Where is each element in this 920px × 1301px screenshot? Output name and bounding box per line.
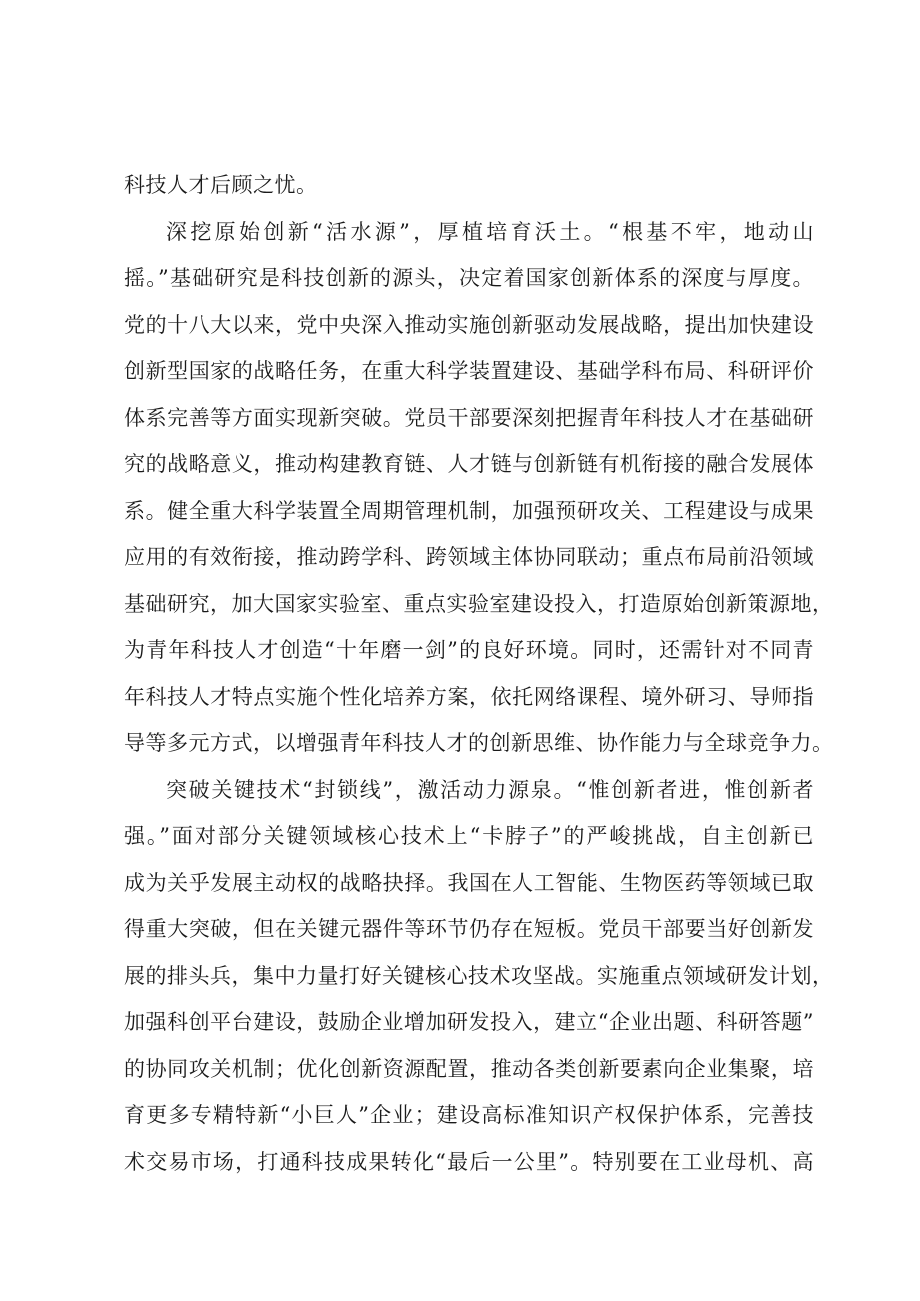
paragraph-first-line: 深挖原始创新“活水源”，厚植培育沃土。“根基不牢，地动山 [166, 219, 814, 244]
text-line: 加强科创平台建设，鼓励企业增加研发投入，建立“企业出题、科研答题” [124, 1010, 814, 1034]
text-line: 摇。”基础研究是科技创新的源头，决定着国家创新体系的深度与厚度。 [124, 266, 814, 290]
text-line: 基础研究，加大国家实验室、重点实验室建设投入，打造原始创新策源地， [124, 591, 834, 616]
text-line: 创新型国家的战略任务，在重大科学装置建设、基础学科布局、科研评价 [124, 359, 814, 383]
body-text [124, 162, 834, 1185]
text-line: 的协同攻关机制；优化创新资源配置，推动各类创新要素向企业集聚，培 [124, 1056, 814, 1081]
text-line: 年科技人才特点实施个性化培养方案，依托网络课程、境外研习、导师指 [124, 684, 814, 709]
text-line: 强。”面对部分关键领域核心技术上“卡脖子”的严峻挑战，自主创新已 [124, 824, 814, 848]
text-line: 究的战略意义，推动构建教育链、人才链与创新链有机衔接的融合发展体 [124, 452, 814, 476]
text-line: 术交易市场，打通科技成果转化“最后一公里”。特别要在工业母机、高 [124, 1149, 814, 1174]
text-line: 党的十八大以来，党中央深入推动实施创新驱动发展战略，提出加快建设 [124, 312, 814, 337]
text-line: 展的排头兵，集中力量打好关键核心技术攻坚战。实施重点领域研发计划， [124, 963, 834, 988]
text-line: 科技人才后顾之忧。 [124, 173, 318, 197]
text-line: 为青年科技人才创造“十年磨一剑”的良好环境。同时，还需针对不同青 [124, 638, 814, 662]
text-line: 得重大突破，但在关键元器件等环节仍存在短板。党员干部要当好创新发 [124, 917, 814, 941]
paragraph-first-line: 突破关键技术“封锁线”，激活动力源泉。“惟创新者进，惟创新者 [166, 777, 814, 802]
text-line: 系。健全重大科学装置全周期管理机制，加强预研攻关、工程建设与成果 [124, 498, 814, 523]
text-line: 体系完善等方面实现新突破。党员干部要深刻把握青年科技人才在基础研 [124, 405, 814, 430]
text-line: 育更多专精特新“小巨人”企业；建设高标准知识产权保护体系，完善技 [124, 1103, 814, 1127]
text-line: 应用的有效衔接，推动跨学科、跨领域主体协同联动；重点布局前沿领域 [124, 545, 814, 569]
text-line: 导等多元方式，以增强青年科技人才的创新思维、协作能力与全球竞争力。 [124, 731, 834, 755]
text-line: 成为关乎发展主动权的战略抉择。我国在人工智能、生物医药等领域已取 [124, 870, 814, 895]
